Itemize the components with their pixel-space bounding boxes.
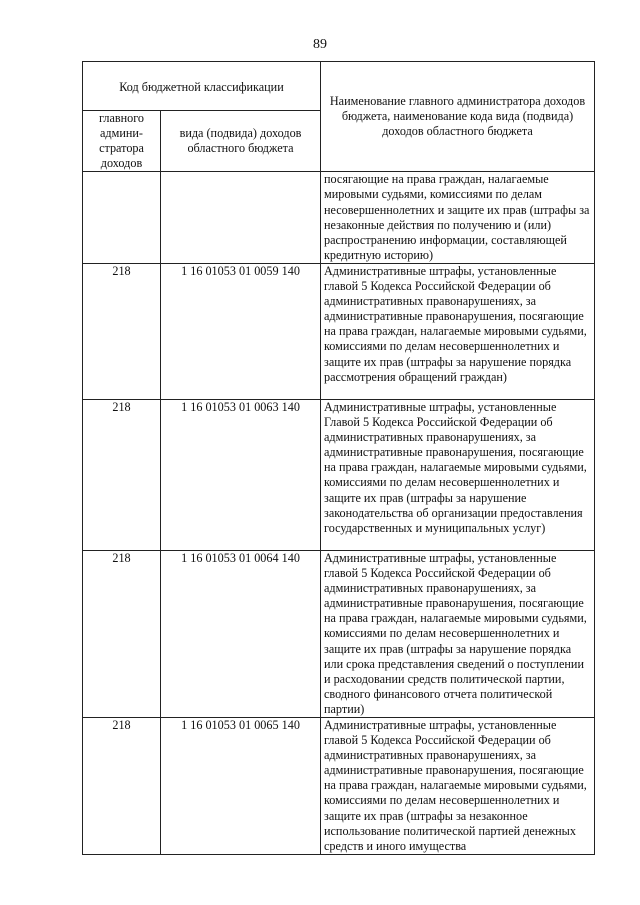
cell-name: Административные штрафы, установленные главой 5 Кодекса Российской Федерации об административных правонарушениях, за административные правонарушения, посягающие на права граждан, налагаемые мировыми судьями, комиссиями по делам несовершеннолетних и защите их прав (штрафы за нарушение порядка или срока представления сведений о поступлении и расходовании средств политической партии, сводного финансового отчета политической партии) [321, 550, 595, 717]
header-admin-column: главного админи-стратора доходов [83, 111, 161, 172]
cell-code [161, 172, 321, 264]
cell-admin: 218 [83, 263, 161, 399]
cell-admin: 218 [83, 550, 161, 717]
table-row-continuation [83, 172, 595, 264]
table-row [83, 550, 595, 717]
page-number: 89 [313, 37, 327, 52]
cell-code: 1 16 01053 01 0063 140 [161, 399, 321, 550]
table-row [83, 399, 595, 550]
cell-code: 1 16 01053 01 0065 140 [161, 717, 321, 854]
cell-code: 1 16 01053 01 0059 140 [161, 263, 321, 399]
cell-name: Административные штрафы, установленные главой 5 Кодекса Российской Федерации об административных правонарушениях, за административные правонарушения, посягающие на права граждан, налагаемые мировыми судьями, комиссиями по делам несовершеннолетних и защите их прав (штрафы за нарушение порядка рассмотрения обращений граждан) [321, 263, 595, 399]
cell-admin: 218 [83, 399, 161, 550]
cell-code: 1 16 01053 01 0064 140 [161, 550, 321, 717]
header-code-column: вида (подвида) доходов областного бюджета [161, 111, 321, 172]
header-budget-code-group: Код бюджетной классификации [83, 62, 321, 111]
cell-admin: 218 [83, 717, 161, 854]
cell-admin [83, 172, 161, 264]
header-name-column: Наименование главного администратора доходов бюджета, наименование кода вида (подвида) доходов областного бюджета [321, 62, 595, 172]
table-row [83, 263, 595, 399]
table-row [83, 717, 595, 854]
cell-name: посягающие на права граждан, налагаемые мировыми судьями, комиссиями по делам несовершеннолетних и защите их прав (штрафы за незаконные действия по получению и (или) распространению информации, составляющей кредитную историю) [321, 172, 595, 264]
table-header-row [83, 62, 595, 111]
budget-classification-table [82, 61, 595, 855]
cell-name: Административные штрафы, установленные главой 5 Кодекса Российской Федерации об административных правонарушениях, за административные правонарушения, посягающие на права граждан, налагаемые мировыми судьями, комиссиями по делам несовершеннолетних и защите их прав (штрафы за незаконное использование политической партией денежных средств и иного имущества [321, 717, 595, 854]
cell-name: Административные штрафы, установленные Главой 5 Кодекса Российской Федерации об административных правонарушениях, за административные правонарушения, посягающие на права граждан, налагаемые мировыми судьями, комиссиями по делам несовершеннолетних и защите их прав (штрафы за нарушение законодательства об организации предоставления государственных и муниципальных услуг) [321, 399, 595, 550]
